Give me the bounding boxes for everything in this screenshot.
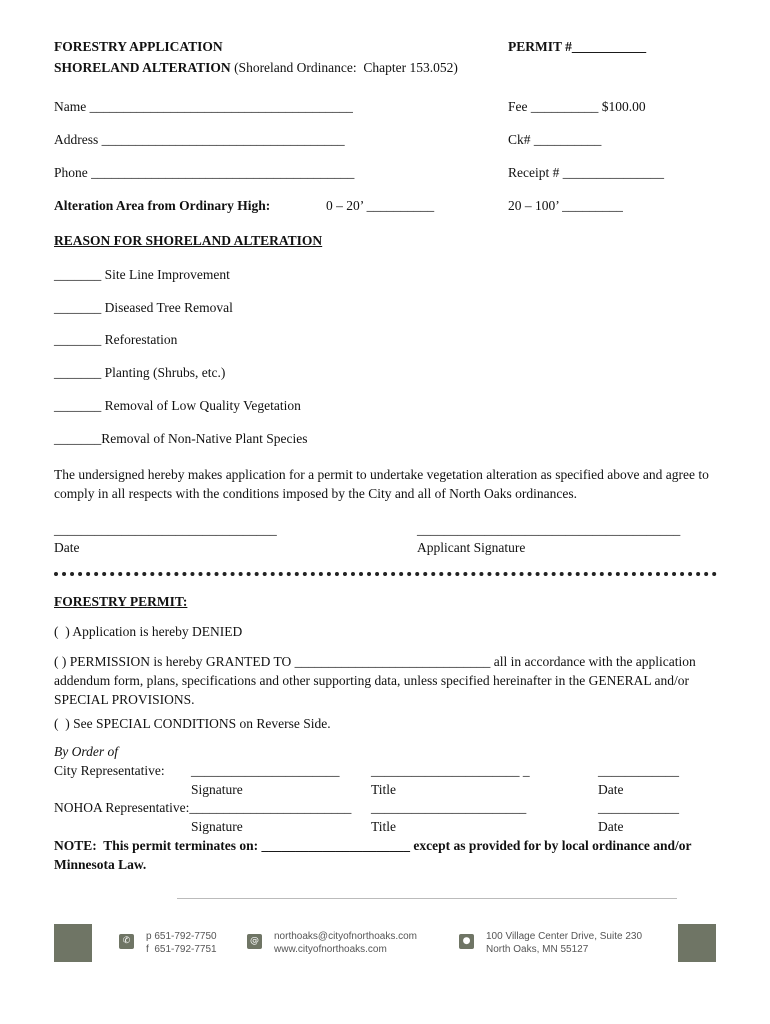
footer-address-line1: 100 Village Center Drive, Suite 230 [486, 931, 643, 942]
alteration-area-label: Alteration Area from Ordinary High: [54, 198, 271, 213]
city-date-label: Date [598, 782, 624, 797]
receipt-field[interactable]: Receipt # _______________ [508, 165, 664, 180]
reason-item[interactable]: _______ Reforestation [54, 332, 178, 347]
name-field[interactable]: Name _______________________________________ [54, 99, 353, 114]
reason-item[interactable]: _______Removal of Non-Native Plant Species [54, 431, 308, 446]
nohoa-date-label: Date [598, 819, 624, 834]
city-title-line[interactable]: ______________________ _ [371, 763, 530, 778]
reason-item[interactable]: _______ Removal of Low Quality Vegetation [54, 398, 301, 413]
area-20-100-field[interactable]: 20 – 100’ _________ [508, 198, 623, 213]
nohoa-title-label: Title [371, 819, 397, 834]
nohoa-signature-label: Signature [191, 819, 243, 834]
by-order-of: By Order of [54, 744, 118, 759]
denied-option[interactable]: ( ) Application is hereby DENIED [54, 624, 243, 639]
footer-block-left [54, 924, 92, 962]
applicant-signature-line[interactable]: _______________________________________ [417, 522, 681, 537]
applicant-signature-label: Applicant Signature [417, 540, 526, 555]
nohoa-representative-line[interactable]: NOHOA Representative:________________________ [54, 800, 352, 815]
subtitle-main: SHORELAND ALTERATION [54, 60, 231, 75]
date-signature-line[interactable]: _________________________________ [54, 522, 277, 537]
granted-option[interactable]: ( ) PERMISSION is hereby GRANTED TO _____________________________ all in accordance with the application addendum form, plans, specifications and other supporting data, unless specified hereinafter in the GENERAL and/or SPECIAL PROVISIONS. [54, 654, 696, 707]
email-icon: @ [247, 934, 262, 949]
city-date-line[interactable]: ____________ [598, 763, 679, 778]
footer-fax: f 651-792-7751 [146, 944, 217, 955]
declaration-text: The undersigned hereby makes application for a permit to undertake vegetation alteration as specified above and agree to comply in all respects with the conditions imposed by the City and all of North Oaks ordinances. [54, 467, 709, 501]
location-icon: ● [459, 934, 474, 949]
footer-address-line2: North Oaks, MN 55127 [486, 944, 589, 955]
phone-icon: ✆ [119, 934, 134, 949]
form-subtitle [54, 60, 458, 76]
footer-email[interactable]: northoaks@cityofnorthoaks.com [274, 931, 417, 942]
reason-item[interactable]: _______ Site Line Improvement [54, 267, 230, 282]
city-representative-label: City Representative: [54, 763, 165, 778]
city-signature-line[interactable]: ______________________ [191, 763, 340, 778]
phone-field[interactable]: Phone _______________________________________ [54, 165, 355, 180]
subtitle-reference: (Shoreland Ordinance: Chapter 153.052) [230, 60, 458, 75]
special-conditions-option[interactable]: ( ) See SPECIAL CONDITIONS on Reverse Side. [54, 716, 331, 731]
footer-rule [177, 898, 677, 899]
check-number-field[interactable]: Ck# __________ [508, 132, 602, 147]
fee-field: Fee __________ $100.00 [508, 99, 646, 114]
city-title-label: Title [371, 782, 397, 797]
footer-phone: p 651-792-7750 [146, 931, 217, 942]
footer-block-right [678, 924, 716, 962]
termination-note: NOTE: This permit terminates on: ______________________ except as provided for by local ordinance and/or [54, 838, 692, 853]
city-signature-label: Signature [191, 782, 243, 797]
area-0-20-field[interactable]: 0 – 20’ __________ [326, 198, 435, 213]
footer-website[interactable]: www.cityofnorthoaks.com [274, 944, 387, 955]
permit-heading: FORESTRY PERMIT: [54, 594, 188, 609]
date-label: Date [54, 540, 80, 555]
reason-item[interactable]: _______ Diseased Tree Removal [54, 300, 233, 315]
nohoa-date-line[interactable]: ____________ [598, 800, 679, 815]
section-divider [54, 572, 717, 576]
reason-item[interactable]: _______ Planting (Shrubs, etc.) [54, 365, 226, 380]
form-title: FORESTRY APPLICATION [54, 39, 223, 54]
nohoa-title-line[interactable]: _______________________ [371, 800, 527, 815]
reason-heading: REASON FOR SHORELAND ALTERATION [54, 233, 323, 248]
termination-note-continued: Minnesota Law. [54, 857, 147, 872]
address-field[interactable]: Address ____________________________________ [54, 132, 345, 147]
permit-number: PERMIT #___________ [508, 39, 647, 54]
